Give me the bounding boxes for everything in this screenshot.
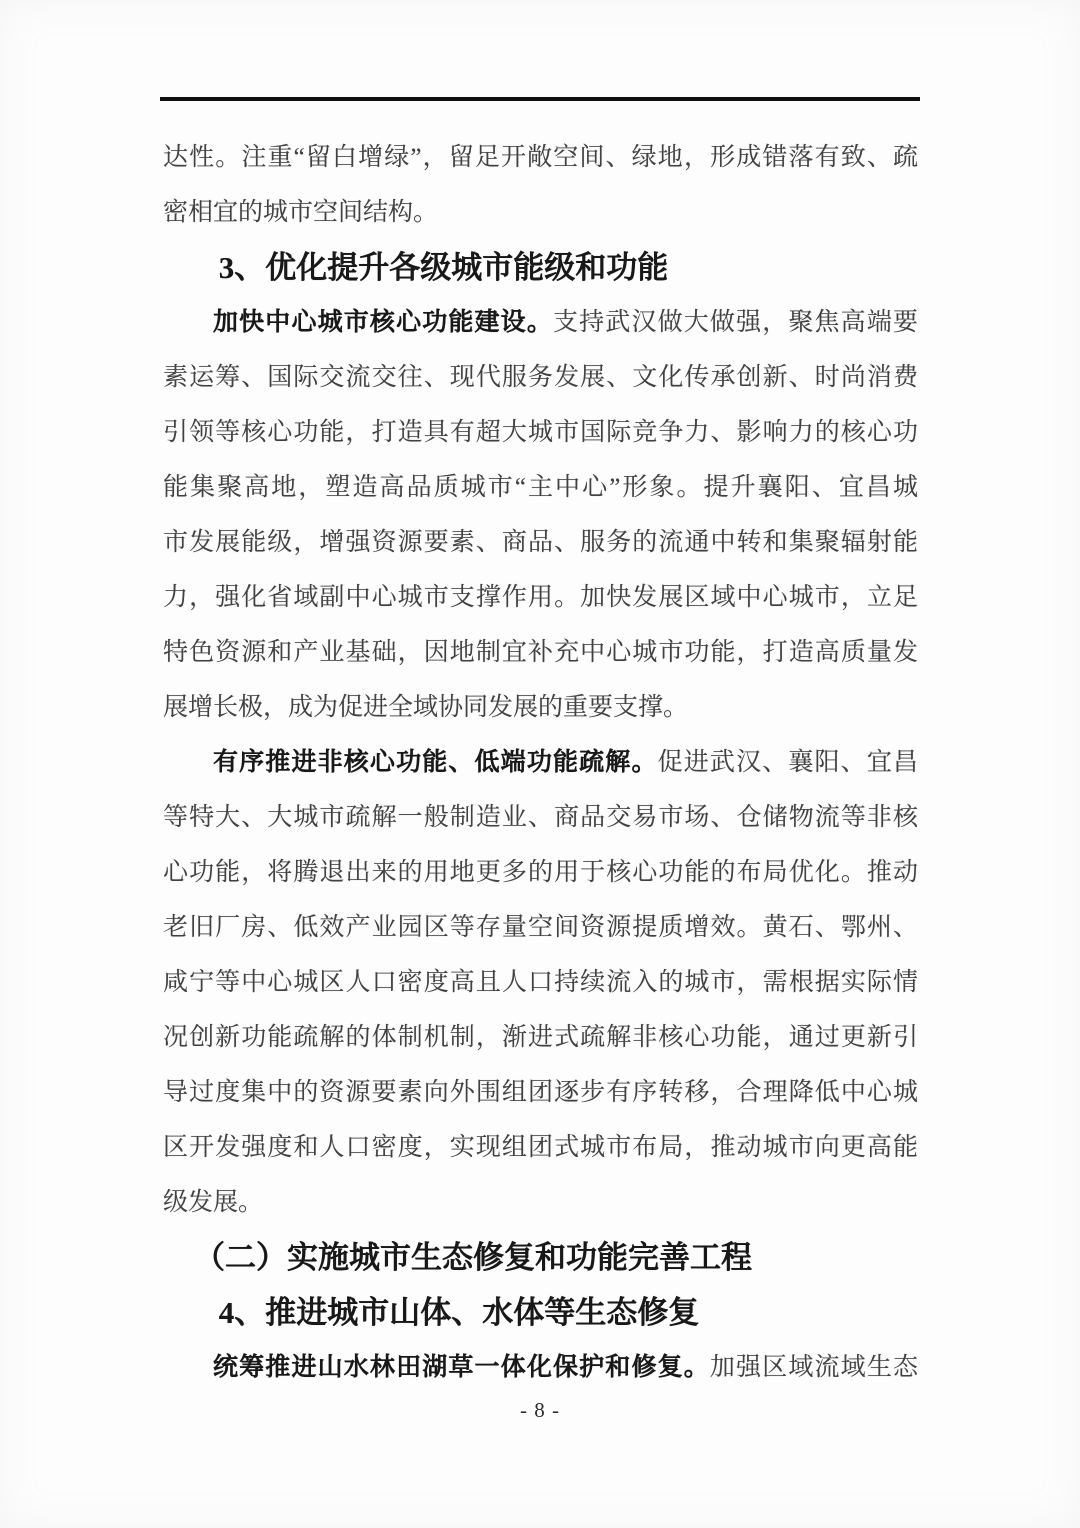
text-line: [163, 405, 918, 460]
bold-lead: 有序推进非核心功能、低端功能疏解。: [213, 749, 658, 776]
text-run: 咸宁等中心城区人口密度高且人口持续流入的城市，需根据实际情: [163, 969, 918, 996]
text-line: [163, 515, 918, 570]
text-run: 能集聚高地，塑造高品质城市“主中心”形象。提升襄阳、宜昌城: [163, 474, 918, 501]
text-run: 支持武汉做大做强，聚焦高端要: [553, 309, 918, 336]
text-line: [163, 1065, 918, 1120]
text-line: [163, 350, 918, 405]
text-run: 加强区域流域生态: [709, 1354, 918, 1381]
document-body: [163, 130, 918, 1395]
text-run: 力，强化省域副中心城市支撑作用。加快发展区域中心城市，立足: [163, 584, 918, 611]
page-number: - 8 -: [520, 1398, 560, 1422]
text-run: 心功能，将腾退出来的用地更多的用于核心功能的布局优化。推动: [163, 859, 918, 886]
text-line: [163, 185, 918, 240]
header-rule: [160, 97, 920, 101]
text-line: [163, 955, 918, 1010]
text-line: [163, 790, 918, 845]
text-line: [163, 900, 918, 955]
text-line: [163, 570, 918, 625]
text-run: 达性。注重“留白增绿”，留足开敞空间、绿地，形成错落有致、疏: [163, 144, 918, 171]
section-heading: [163, 1230, 918, 1285]
text-line: [163, 735, 918, 790]
text-run: 导过度集中的资源要素向外围组团逐步有序转移，合理降低中心城: [163, 1079, 918, 1106]
text-line: [163, 1010, 918, 1065]
text-run: 级发展。: [163, 1189, 264, 1216]
text-run: 展增长极，成为促进全域协同发展的重要支撑。: [163, 694, 689, 721]
text-line: [163, 1120, 918, 1175]
heading-text: 4、推进城市山体、水体等生态修复: [218, 1295, 700, 1330]
bold-lead: 加快中心城市核心功能建设。: [213, 309, 553, 336]
text-run: 特色资源和产业基础，因地制宜补充中心城市功能，打造高质量发: [163, 639, 918, 666]
heading-text: 3、优化提升各级城市能级和功能: [218, 250, 669, 285]
text-line: [163, 1175, 918, 1230]
text-run: 素运筹、国际交流交往、现代服务发展、文化传承创新、时尚消费: [163, 364, 918, 391]
text-run: 老旧厂房、低效产业园区等存量空间资源提质增效。黄石、鄂州、: [163, 914, 918, 941]
subsection-heading: [163, 1285, 918, 1340]
text-run: 况创新功能疏解的体制机制，渐进式疏解非核心功能，通过更新引: [163, 1024, 918, 1051]
text-line: [163, 680, 918, 735]
text-line: [163, 845, 918, 900]
text-line: [163, 1340, 918, 1395]
text-run: 等特大、大城市疏解一般制造业、商品交易市场、仓储物流等非核: [163, 804, 918, 831]
text-line: [163, 460, 918, 515]
text-run: 引领等核心功能，打造具有超大城市国际竞争力、影响力的核心功: [163, 419, 918, 446]
text-run: 促进武汉、襄阳、宜昌: [657, 749, 918, 776]
text-run: 密相宜的城市空间结构。: [163, 199, 439, 226]
bold-lead: 统筹推进山水林田湖草一体化保护和修复。: [213, 1354, 710, 1381]
text-line: [163, 130, 918, 185]
text-line: [163, 295, 918, 350]
subsection-heading: [163, 240, 918, 295]
text-line: [163, 625, 918, 680]
heading-text: （二）实施城市生态修复和功能完善工程: [194, 1240, 752, 1275]
text-run: 市发展能级，增强资源要素、商品、服务的流通中转和集聚辐射能: [163, 529, 918, 556]
text-run: 区开发强度和人口密度，实现组团式城市布局，推动城市向更高能: [163, 1134, 918, 1161]
